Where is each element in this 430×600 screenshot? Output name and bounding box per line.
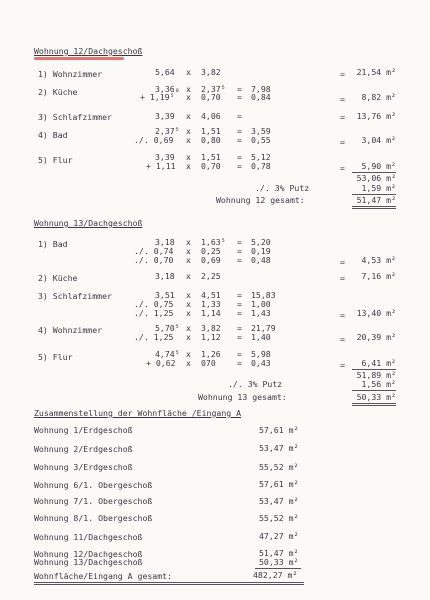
total-double-rule [352, 403, 396, 404]
summary-row-label: Wohnung 3/Erdgeschoß [34, 462, 133, 472]
room-label: 4) Bad [38, 130, 68, 140]
subtotal: 3,59 [251, 126, 271, 136]
times-sign: x [186, 84, 191, 94]
dim-a: ./. 0,74 [134, 246, 174, 256]
times-sign: x [186, 271, 191, 281]
dim-b: 1,51 [201, 126, 221, 136]
room-label: 3) Schlafzimmer [38, 291, 112, 301]
dim-b: 1,14 [201, 308, 221, 318]
subtotal: 1,43 [251, 308, 271, 318]
subtotal: 0,43 [251, 358, 271, 368]
times-sign: x [186, 111, 191, 121]
times-sign: x [186, 152, 191, 162]
room-area: 6,41 m² [361, 358, 396, 368]
room-area: 13,40 m² [356, 308, 396, 318]
subtotal: 0,84 [251, 92, 271, 102]
dim-a: 3,39 [155, 152, 175, 162]
equals-sign: = [237, 323, 242, 333]
dim-b: 1,33 [201, 299, 221, 309]
times-sign: x [186, 349, 191, 359]
dim-a: ./. 1,25 [134, 332, 174, 342]
putz-value: 1,59 m² [361, 183, 396, 193]
dim-b: 1,51 [201, 152, 221, 162]
subtotal: 0,55 [251, 135, 271, 145]
equals-sign: = [340, 310, 345, 320]
summary-row-label: Wohnung 6/1. Obergeschoß [34, 480, 153, 490]
dim-b: 0,70 [201, 161, 221, 171]
subtotal: 1,40 [251, 332, 271, 342]
equals-sign: = [237, 358, 242, 368]
summary-row-label: Wohnung 12/Dachgeschoß [34, 549, 143, 559]
dim-a: ./. 0,75 [134, 299, 174, 309]
equals-sign: = [340, 69, 345, 79]
equals-sign: = [237, 290, 242, 300]
equals-sign: = [237, 152, 242, 162]
times-sign: x [186, 135, 191, 145]
dim-a: + 0,62 [146, 358, 176, 368]
dim-a: 3,18 [155, 237, 175, 247]
subtotal: 1,00 [251, 299, 271, 309]
times-sign: x [186, 237, 191, 247]
dim-a: ./. 1,25 [134, 308, 174, 318]
total-double-rule [34, 582, 304, 583]
equals-sign: = [237, 299, 242, 309]
summary-row-label: Wohnung 2/Erdgeschoß [34, 444, 133, 454]
dim-a: 2,37⁵ [155, 126, 180, 136]
total-label: Wohnung 13 gesamt: [198, 392, 287, 402]
room-area: 7,16 m² [361, 271, 396, 281]
times-sign: x [186, 358, 191, 368]
subtotal: 5,98 [251, 349, 271, 359]
dim-b: 2,37⁵ [201, 84, 226, 94]
summary-row-label: Wohnung 1/Erdgeschoß [34, 425, 133, 435]
subtotal: 0,19 [251, 246, 271, 256]
dim-b: 2,25 [201, 271, 221, 281]
dim-a: 3,39 [155, 111, 175, 121]
dim-b: 070 [201, 358, 216, 368]
dim-b: 0,80 [201, 135, 221, 145]
dim-b: 4,06 [201, 111, 221, 121]
summary-row-value: 47,27 m² [259, 531, 299, 541]
dim-a: 5,70⁵ [155, 323, 180, 333]
section-title-w13: Wohnung 13/Dachgeschoß [34, 218, 143, 228]
times-sign: x [186, 126, 191, 136]
red-highlight-stroke [34, 57, 124, 60]
room-label: 5) Flur [38, 155, 73, 165]
equals-sign: = [237, 126, 242, 136]
room-area: 3,04 m² [361, 135, 396, 145]
equals-sign: = [237, 111, 242, 121]
room-area: 21,54 m² [356, 67, 396, 77]
dim-a: 4,74⁵ [155, 349, 180, 359]
times-sign: x [186, 92, 191, 102]
summary-row-value: 55,52 m² [259, 462, 299, 472]
equals-sign: = [237, 84, 242, 94]
summary-total-value: 482,27 m² [253, 570, 298, 580]
equals-sign: = [237, 246, 242, 256]
dim-a: 5,64 [155, 67, 175, 77]
subtotal: 7,98 [251, 84, 271, 94]
sum-rule [255, 568, 301, 569]
total-double-rule [352, 208, 396, 209]
dim-a: 3,36₀ [155, 84, 180, 94]
equals-sign: = [237, 135, 242, 145]
equals-sign: = [340, 163, 345, 173]
dim-a: + 1,19⁵ [140, 92, 175, 102]
dim-b: 3,82 [201, 67, 221, 77]
dim-a: + 1,11 [146, 161, 176, 171]
times-sign: x [186, 246, 191, 256]
dim-a: 3,18 [155, 271, 175, 281]
sum-value: 53,06 m² [356, 173, 396, 183]
room-label: 2) Küche [38, 273, 78, 283]
equals-sign: = [237, 92, 242, 102]
equals-sign: = [340, 257, 345, 267]
dim-b: 0,69 [201, 255, 221, 265]
dim-b: 1,63⁵ [201, 237, 226, 247]
equals-sign: = [237, 255, 242, 265]
summary-row-label: Wohnung 8/1. Obergeschoß [34, 513, 153, 523]
section-title-w12: Wohnung 12/Dachgeschoß [34, 46, 143, 56]
times-sign: x [186, 67, 191, 77]
summary-row-label: Wohnung 13/Dachgeschoß [34, 557, 143, 567]
summary-row-value: 50,33 m² [259, 557, 299, 567]
equals-sign: = [237, 349, 242, 359]
summary-title: Zusammenstellung der Wohnfläche /Eingang A [34, 408, 242, 418]
summary-row-label: Wohnung 11/Dachgeschoß [34, 532, 143, 542]
room-label: 2) Küche [38, 87, 78, 97]
total-double-rule [34, 584, 304, 585]
equals-sign: = [237, 308, 242, 318]
room-area: 20,39 m² [356, 332, 396, 342]
room-label: 1) Wohnzimmer [38, 69, 103, 79]
sum-value: 51,89 m² [356, 370, 396, 380]
summary-row-value: 53,47 m² [259, 496, 299, 506]
room-area: 8,82 m² [361, 92, 396, 102]
equals-sign: = [237, 161, 242, 171]
times-sign: x [186, 332, 191, 342]
times-sign: x [186, 255, 191, 265]
subtotal: 21,79 [251, 323, 276, 333]
room-label: 4) Wohnzimmer [38, 325, 103, 335]
subtotal: 15,83 [251, 290, 276, 300]
equals-sign: = [340, 137, 345, 147]
room-label: 1) Bad [38, 239, 68, 249]
room-area: 5,90 m² [361, 161, 396, 171]
subtotal: 5,12 [251, 152, 271, 162]
summary-row-value: 57,61 m² [259, 425, 299, 435]
summary-row-value: 55,52 m² [259, 513, 299, 523]
dim-b: 0,25 [201, 246, 221, 256]
putz-label: ./. 3% Putz [255, 183, 310, 193]
dim-b: 3,82 [201, 323, 221, 333]
subtotal: 0,78 [251, 161, 271, 171]
dim-a: 3,51 [155, 290, 175, 300]
times-sign: x [186, 290, 191, 300]
total-double-rule [352, 405, 396, 406]
equals-sign: = [340, 273, 345, 283]
subtotal: 0,48 [251, 255, 271, 265]
total-value: 51,47 m² [356, 195, 396, 205]
dim-a: ./. 0,69 [134, 135, 174, 145]
summary-row-value: 51,47 m² [259, 548, 299, 558]
dim-a: ./. 0,70 [134, 255, 174, 265]
equals-sign: = [340, 334, 345, 344]
times-sign: x [186, 308, 191, 318]
summary-row-value: 57,61 m² [259, 479, 299, 489]
equals-sign: = [340, 112, 345, 122]
equals-sign: = [237, 332, 242, 342]
putz-label: ./. 3% Putz [228, 379, 283, 389]
dim-b: 1,26 [201, 349, 221, 359]
room-label: 3) Schlafzimmer [38, 112, 112, 122]
room-area: 13,76 m² [356, 111, 396, 121]
total-double-rule [352, 206, 396, 207]
dim-b: 0,70 [201, 92, 221, 102]
equals-sign: = [237, 237, 242, 247]
room-area: 4,53 m² [361, 255, 396, 265]
times-sign: x [186, 323, 191, 333]
putz-value: 1,56 m² [361, 379, 396, 389]
dim-b: 4,51 [201, 290, 221, 300]
total-value: 50,33 m² [356, 392, 396, 402]
total-label: Wohnung 12 gesamt: [216, 195, 305, 205]
times-sign: x [186, 299, 191, 309]
dim-b: 1,12 [201, 332, 221, 342]
subtotal: 5,20 [251, 237, 271, 247]
room-label: 5) Flur [38, 352, 73, 362]
summary-row-label: Wohnung 7/1. Obergeschoß [34, 496, 153, 506]
equals-sign: = [340, 360, 345, 370]
summary-row-value: 53,47 m² [259, 443, 299, 453]
times-sign: x [186, 161, 191, 171]
summary-total-label: Wohnfläche/Eingang A gesamt: [34, 571, 173, 581]
equals-sign: = [340, 94, 345, 104]
sum-rule [352, 390, 396, 391]
